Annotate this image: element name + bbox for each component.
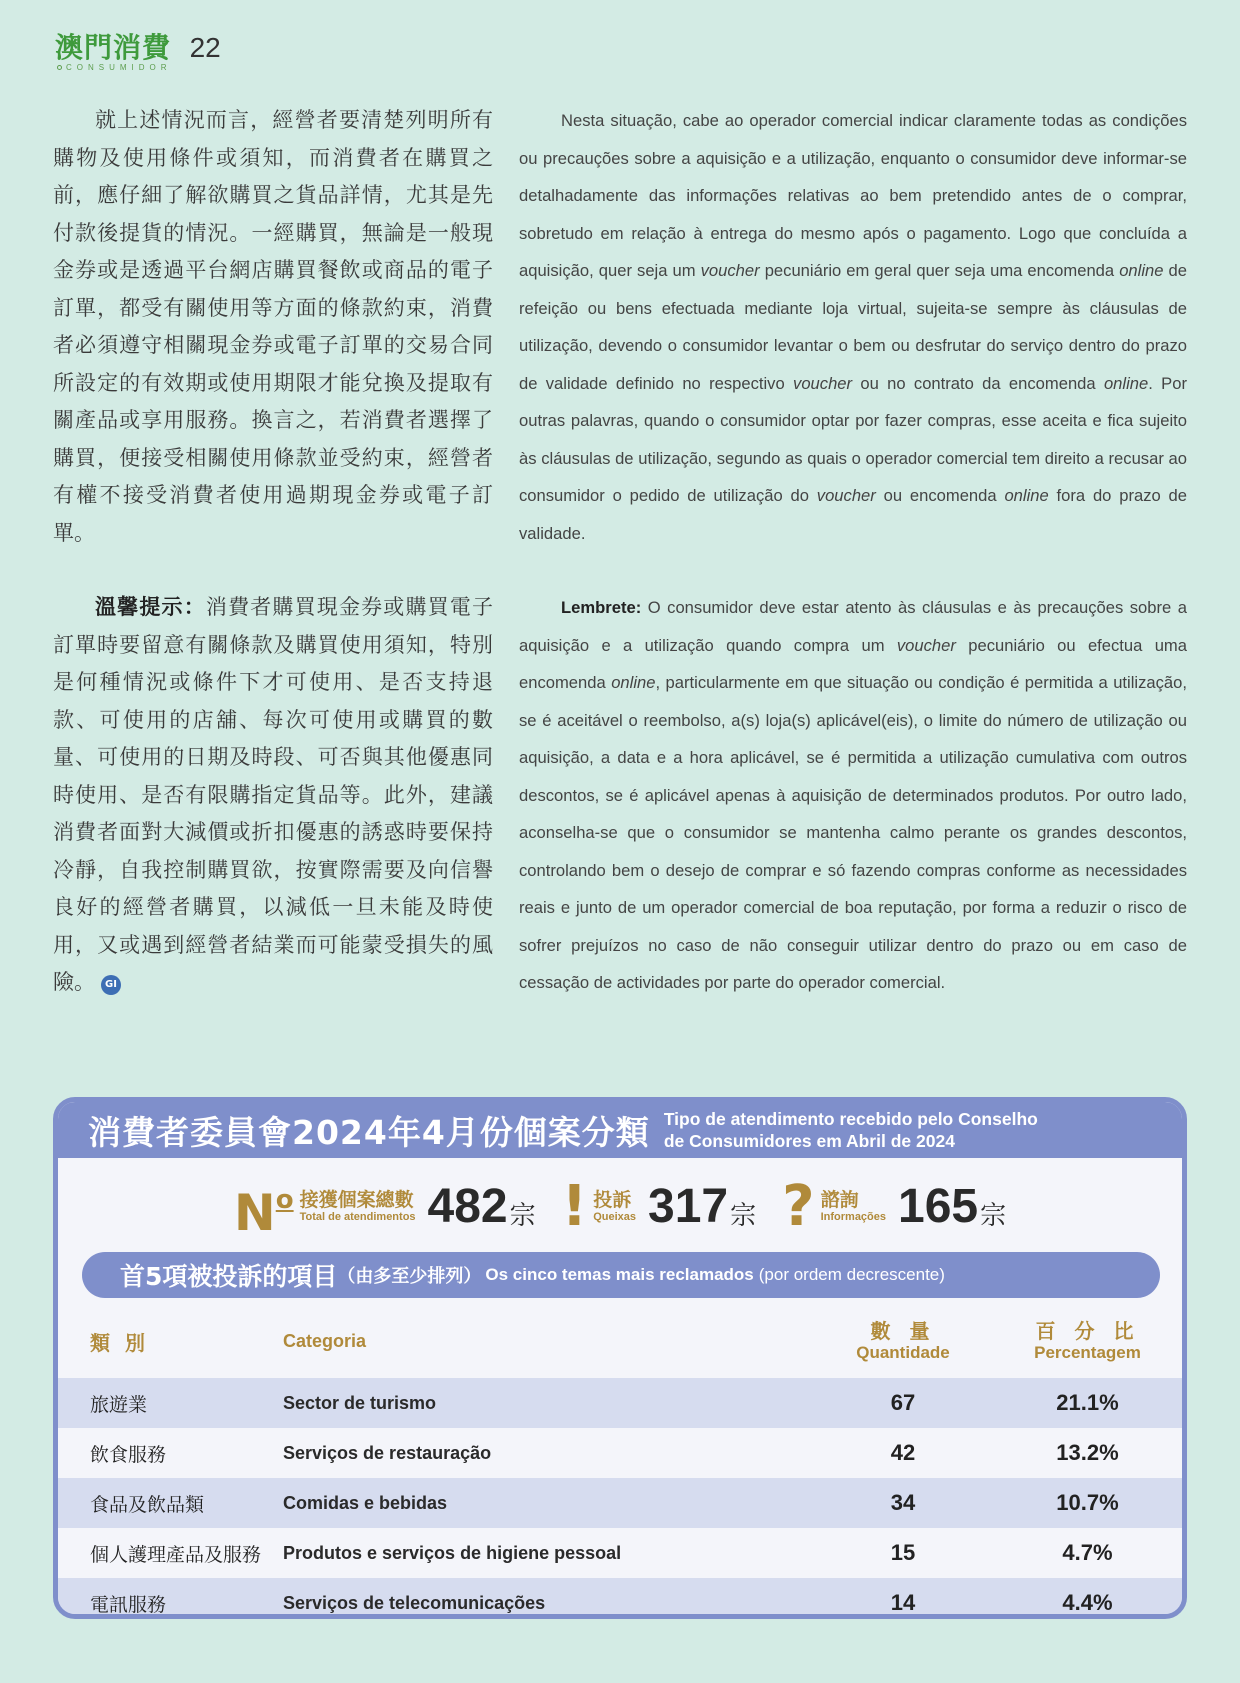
pt-text: ou encomenda: [875, 486, 1005, 505]
pt-text: pecuniário em geral quer seja uma encomenda: [759, 261, 1120, 280]
complaints-unit: 宗: [730, 1201, 757, 1231]
quantity-header-pt: Quantidade: [856, 1342, 950, 1362]
top5-banner: [82, 1252, 1160, 1298]
row-category-cn: 飲食服務: [90, 1443, 167, 1466]
column-header-quantity: [813, 1305, 993, 1378]
pt-italic: voucher: [816, 486, 876, 505]
table-row: [58, 1578, 1182, 1619]
column-header-percentage: [993, 1305, 1182, 1378]
enquiries-unit: 宗: [980, 1201, 1007, 1231]
statistics-title-pt-line1: Tipo de atendimento recebido pelo Conselho: [663, 1109, 1038, 1129]
row-category-cn: 旅遊業: [90, 1393, 148, 1416]
row-category-pt: Sector de turismo: [283, 1392, 437, 1413]
total-cases-value: 482: [427, 1179, 508, 1233]
table-row: [58, 1428, 1182, 1478]
logo-english-text: CONSUMIDOR: [66, 63, 172, 72]
chinese-paragraph-1: 就上述情況而言，經營者要清楚列明所有購物及使用條件或須知，而消費者在購買之前，應仔細了解欲購買之貨品詳情，尤其是先付款後提貨的情況。一經購買，無論是一般現金券或是透過平台網店購買餐飲或商品的電子訂單，都受有關使用等方面的條款約束，消費者必須遵守相關現金券或電子訂單的交易合同所設定的有效期或使用期限才能兌換及提取有關產品或享用服務。換言之，若消費者選擇了購買，便接受相關使用條款並受約束，經營者有權不接受消費者使用過期現金券或電子訂單。: [53, 108, 493, 545]
column-header-category-cn: 類 別: [90, 1331, 149, 1355]
quantity-header-cn: 數 量: [870, 1318, 936, 1343]
statistics-panel: [53, 1097, 1187, 1619]
top5-title-pt: Os cinco temas mais reclamados: [485, 1265, 754, 1284]
gi-badge-icon: GI: [101, 975, 121, 995]
total-cases-label-pt: Total de atendimentos: [299, 1211, 416, 1223]
statistics-title-pt-line2: de Consumidores em Abril de 2024: [663, 1131, 955, 1151]
totals-row: [58, 1158, 1182, 1255]
row-percentage: 4.4%: [1062, 1590, 1113, 1615]
total-cases-labels: [300, 1189, 416, 1224]
pt-text: . Por outras palavras, quando o consumidor optar por fazer compras, esse aceita e fica sujeito às cláusulas de utilização, segundo as quais o operador comercial tem direito a recusar ao consumidor o pedido de utilização do: [519, 373, 1187, 505]
exclamation-icon: !: [561, 1173, 588, 1239]
statistics-title-chinese: 消費者委員會2024年4月份個案分類: [88, 1112, 650, 1152]
top5-title-cn: 首5項被投訴的項目: [120, 1262, 338, 1291]
percentage-header-pt: Percentagem: [1034, 1342, 1141, 1362]
complaints-label-pt: Queixas: [593, 1211, 636, 1223]
row-quantity: 14: [890, 1590, 916, 1615]
total-enquiries: [782, 1173, 1007, 1239]
chinese-tip-paragraph: [53, 589, 493, 1002]
complaints-label-cn: 投訴: [593, 1189, 632, 1211]
portuguese-paragraph-1: [519, 102, 1187, 552]
total-cases-unit: 宗: [509, 1201, 536, 1231]
percentage-header-cn: 百 分 比: [1035, 1318, 1140, 1343]
statistics-title-portuguese: [664, 1108, 1038, 1152]
table-row: [58, 1478, 1182, 1528]
pt-italic: online: [611, 673, 656, 692]
portuguese-column: [519, 102, 1187, 1002]
number-sign-sup: o: [275, 1185, 294, 1215]
row-category-pt: Produtos e serviços de higiene pessoal: [283, 1542, 622, 1563]
row-category-pt: Serviços de restauração: [283, 1442, 492, 1463]
number-sign-icon: [234, 1172, 294, 1241]
table-row: [58, 1378, 1182, 1428]
pt-italic: online: [1119, 261, 1164, 280]
enquiries-label-cn: 諮詢: [820, 1189, 859, 1211]
top5-order-pt: (por ordem decrescente): [758, 1265, 945, 1284]
pt-text: de refeição ou bens efectuada mediante loja virtual, sujeita-se sempre às cláusulas de utilização, devendo o consumidor levantar o bem ou desfrutar do serviço dentro do prazo de validade definido no respectivo: [519, 261, 1187, 393]
enquiries-label-pt: Informações: [820, 1211, 887, 1223]
complaints-labels: [593, 1189, 636, 1224]
chinese-tip-body: 消費者購買現金券或購買電子訂單時要留意有關條款及購買使用須知，特別是何種情況或條件下才可使用、是否支持退款、可使用的店舖、每次可使用或購買的數量、可使用的日期及時段、可否與其他優惠同時使用、是否有限購指定貨品等。此外，建議消費者面對大減價或折扣優惠的誘惑時要保持冷靜，自我控制購買欲，按實際需要及向信譽良好的經營者購買，以減低一旦未能及時使用，又或遇到經營者結業而可能蒙受損失的風險。: [53, 595, 494, 994]
pt-text: pecuniário ou efectua uma encomenda: [519, 635, 1187, 692]
chinese-tip-label: 溫馨提示：: [95, 595, 206, 619]
chinese-column: [53, 102, 493, 1002]
row-percentage: 10.7%: [1056, 1490, 1119, 1515]
row-category-pt: Serviços de telecomunicações: [283, 1592, 546, 1613]
table-header-row: [58, 1305, 1182, 1378]
pt-italic: voucher: [700, 261, 760, 280]
statistics-header: [58, 1102, 1182, 1158]
pt-italic: online: [1004, 486, 1049, 505]
total-complaints: [561, 1173, 757, 1239]
portuguese-tip-label: Lembrete:: [561, 598, 642, 617]
row-percentage: 21.1%: [1056, 1390, 1119, 1415]
row-percentage: 4.7%: [1062, 1540, 1113, 1565]
magazine-logo: [55, 32, 172, 72]
pt-text: fora do prazo de validade.: [519, 486, 1187, 543]
row-category-cn: 食品及飲品類: [90, 1493, 205, 1516]
total-cases-label-cn: 接獲個案總數: [299, 1189, 414, 1211]
row-quantity: 34: [890, 1490, 916, 1515]
pt-italic: voucher: [793, 373, 853, 393]
logo-dot-icon: [57, 65, 62, 70]
pt-italic: voucher: [896, 635, 956, 655]
complaints-value: 317: [648, 1179, 729, 1233]
row-quantity: 42: [890, 1440, 916, 1465]
row-percentage: 13.2%: [1056, 1440, 1119, 1465]
pt-text: , particularmente em que situação ou condição é permitida a utilização, se é aceitável o reembolso, a(s) loja(s) aplicável(eis), o limite do número de utilização ou aquisição, a data e a hora aplicável, se é permitida a utilização cumulativa com outros descontos, se é aplicável apenas à aquisição de determinados produtos. Por outro lado, aconselha-se que o consumidor se mantenha calmo perante os grandes descontos, controlando bem o desejo de comprar e só fazendo compras conforme as necessidades reais e junto de um operador comercial de boa reputação, por forma a reduzir o risco de sofrer prejuízos no caso de não conseguir utilizar dentro do prazo ou em caso de cessação de actividades por parte do operador comercial.: [519, 673, 1187, 992]
complaints-table: [58, 1305, 1182, 1619]
row-quantity: 15: [890, 1540, 916, 1565]
logo-english: [55, 63, 172, 72]
row-quantity: 67: [890, 1390, 916, 1415]
pt-text: Nesta situação, cabe ao operador comercial indicar claramente todas as condições ou precauções sobre a aquisição e a utilização, enquanto o consumidor deve informar-se detalhadamente das informações relativas ao bem pretendido antes de o comprar, sobretudo em relação à entrega do mesmo após o pagamento. Logo que concluída a aquisição, quer seja um: [519, 111, 1187, 280]
total-cases: [234, 1172, 536, 1241]
enquiries-labels: [821, 1189, 886, 1224]
column-header-category-pt: Categoria: [283, 1331, 367, 1351]
page-header: [55, 32, 221, 72]
portuguese-tip-paragraph: [519, 589, 1187, 1002]
top5-order-cn: （由多至少排列）: [337, 1266, 482, 1287]
pt-text: ou no contrato da encomenda: [852, 373, 1104, 393]
row-category-cn: 個人護理產品及服務: [90, 1543, 262, 1566]
row-category-pt: Comidas e bebidas: [283, 1492, 448, 1513]
enquiries-value: 165: [898, 1179, 979, 1233]
page-number: 22: [189, 32, 221, 63]
logo-chinese: 澳門消費: [55, 31, 172, 64]
number-sign-letter: N: [233, 1184, 276, 1242]
question-mark-icon: ?: [782, 1173, 815, 1239]
row-category-cn: 電訊服務: [90, 1593, 167, 1616]
table-row: [58, 1528, 1182, 1578]
pt-text: O consumidor deve estar atento às cláusulas e às precauções sobre a aquisição e a utilização quando compra um: [519, 598, 1187, 655]
pt-italic: online: [1103, 373, 1149, 393]
